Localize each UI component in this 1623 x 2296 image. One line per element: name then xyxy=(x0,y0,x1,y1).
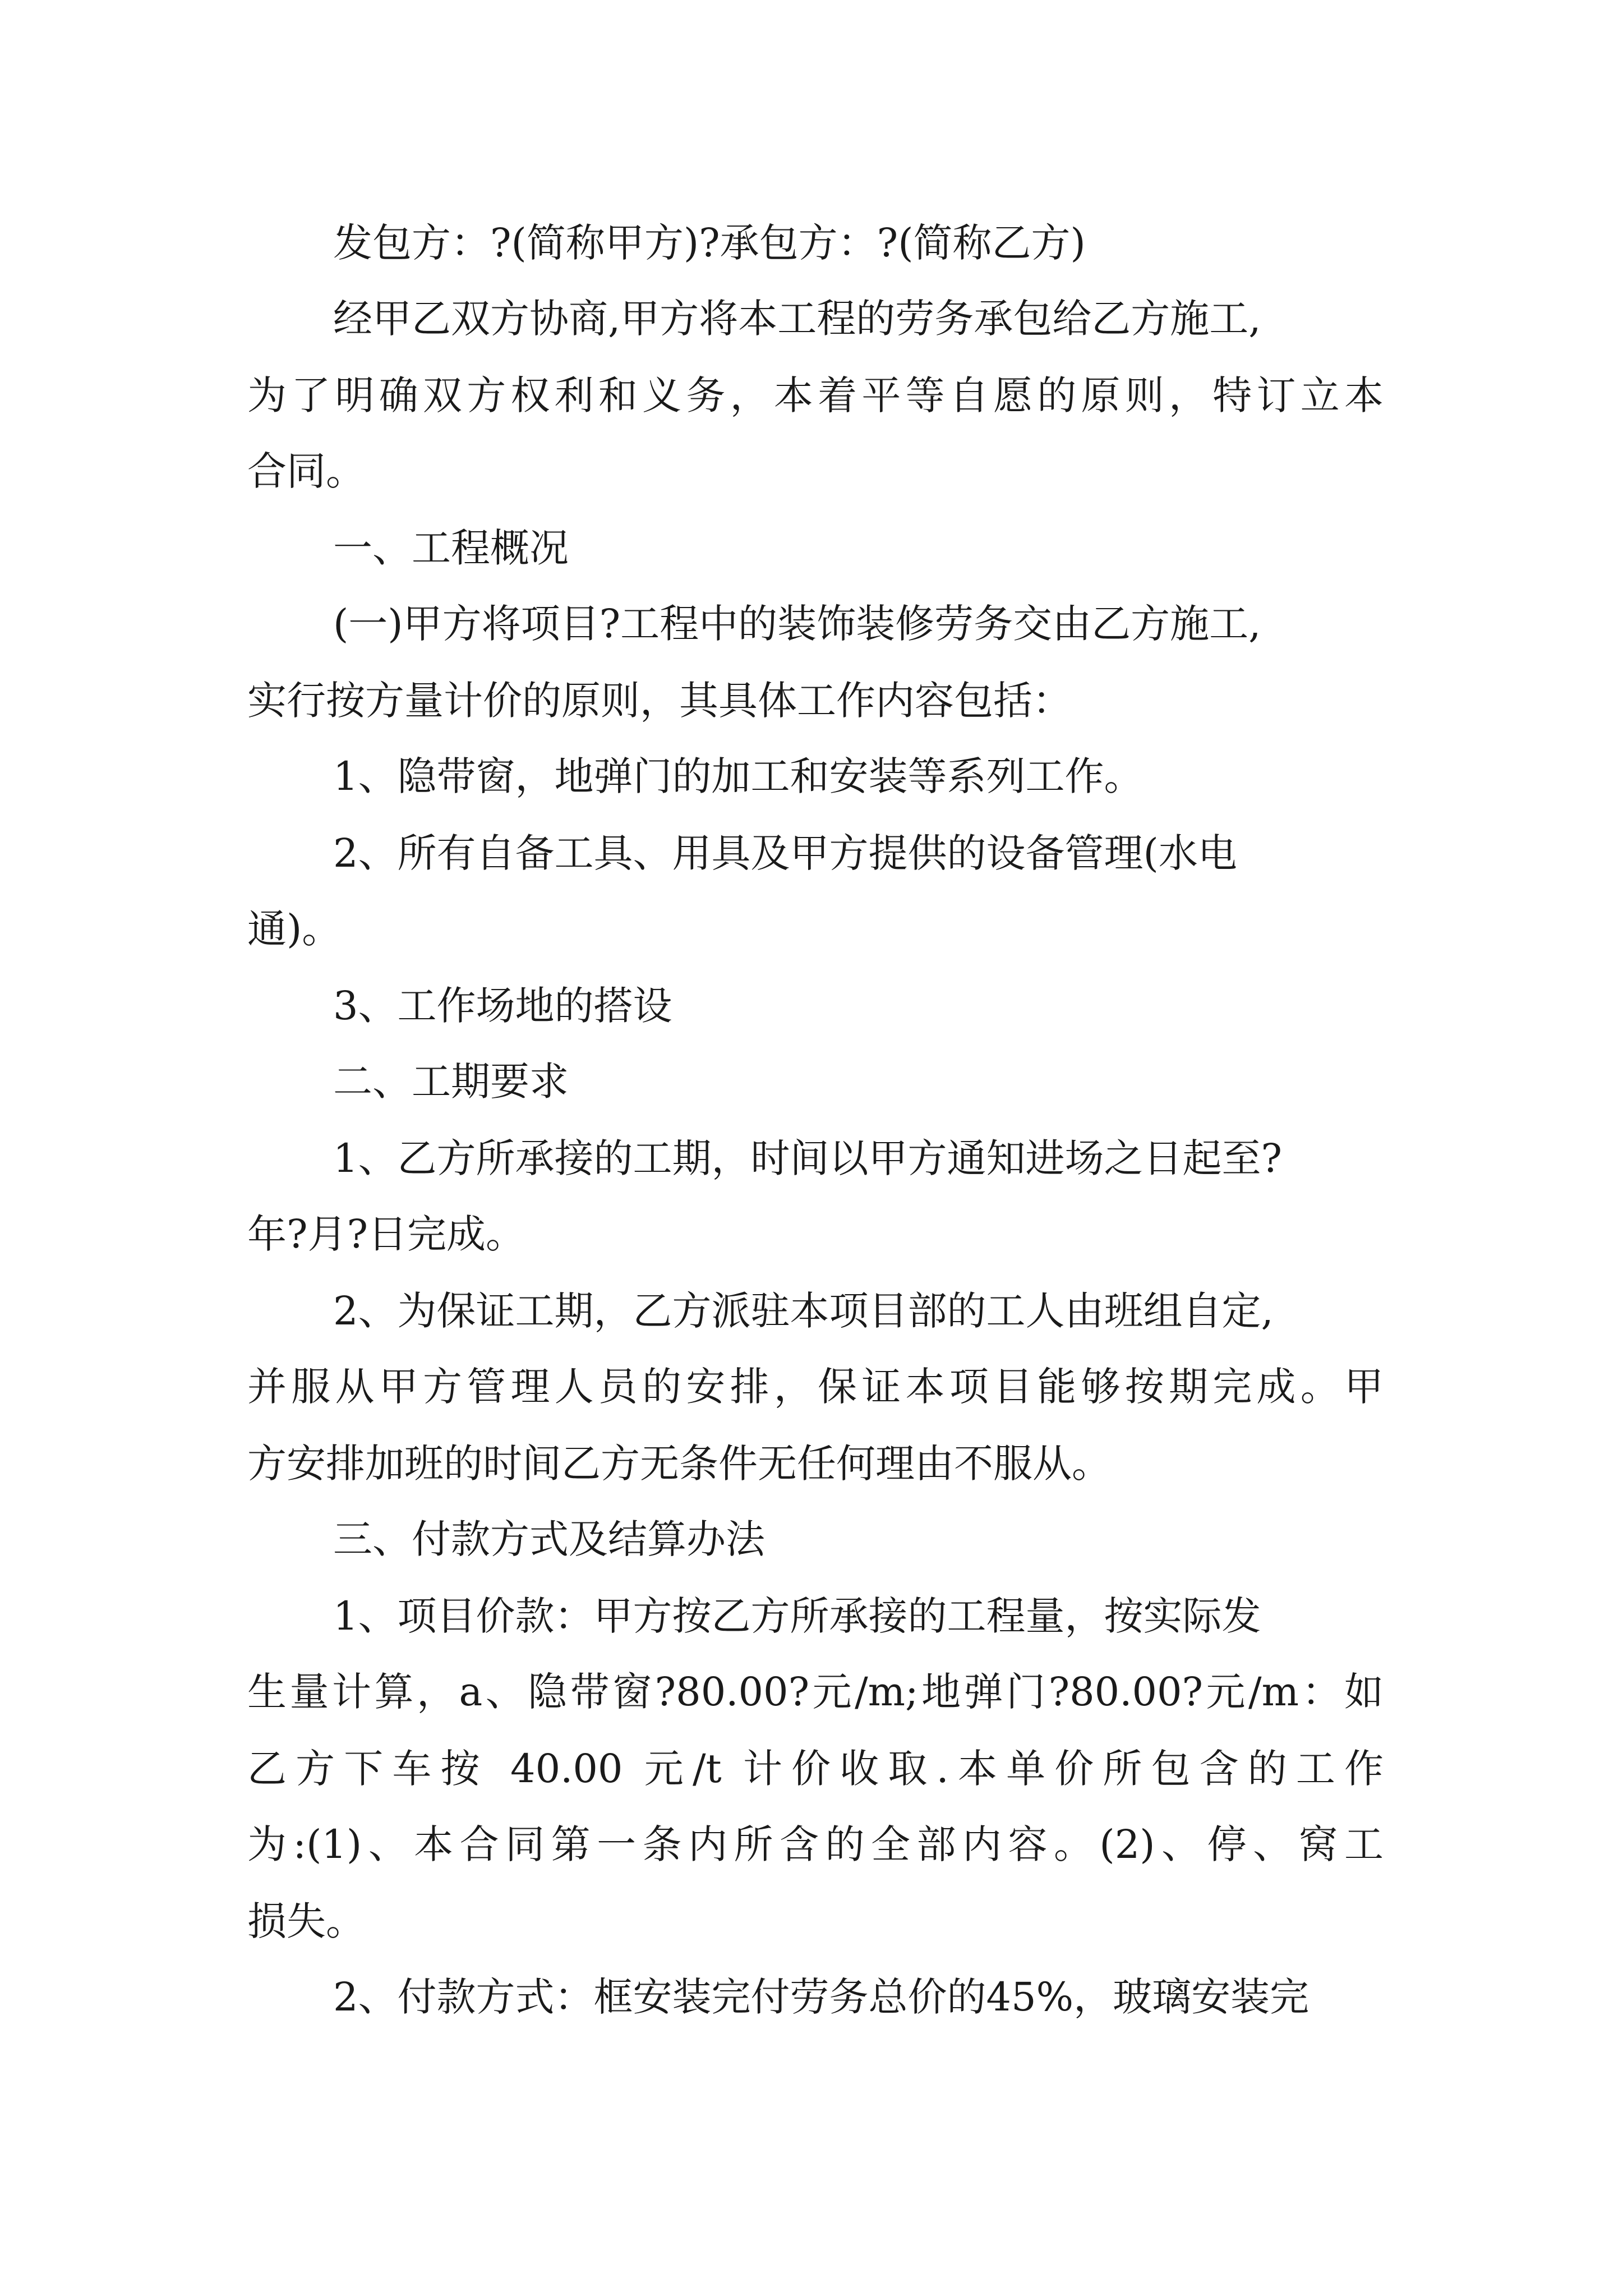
parties-line: 发包方：?(简称甲方)?承包方：?(简称乙方) xyxy=(333,220,1086,266)
list-item: 3、工作场地的搭设 xyxy=(333,983,672,1029)
paragraph-line: 为了明确双方权利和义务，本着平等自愿的原则，特订立本 xyxy=(247,372,1384,418)
list-item: 1、乙方所承接的工期，时间以甲方通知进场之日起至? xyxy=(333,1135,1283,1181)
paragraph-line: 实行按方量计价的原则，其具体工作内容包括： xyxy=(247,678,1072,724)
list-item: 1、隐带窗，地弹门的加工和安装等系列工作。 xyxy=(333,753,1144,799)
paragraph-line: 损失。 xyxy=(247,1898,365,1944)
paragraph-line: 乙方下车按 40.00 元/t 计价收取.本单价所包含的工作 xyxy=(247,1746,1384,1792)
list-item: 2、付款方式：框安装完付劳务总价的45%，玻璃安装完 xyxy=(333,1974,1310,2020)
paragraph-line: 经甲乙双方协商,甲方将本工程的劳务承包给乙方施工, xyxy=(333,296,1261,342)
paragraph-line: (一)甲方将项目?工程中的装饰装修劳务交由乙方施工, xyxy=(333,601,1261,647)
paragraph-line: 年?月?日完成。 xyxy=(247,1211,525,1257)
paragraph-line: 方安排加班的时间乙方无条件无任何理由不服从。 xyxy=(247,1441,1111,1487)
list-item: 2、为保证工期，乙方派驻本项目部的工人由班组自定, xyxy=(333,1288,1274,1334)
section-heading: 二、工期要求 xyxy=(333,1059,569,1105)
paragraph-line: 为:(1)、本合同第一条内所含的全部内容。(2)、停、窝工 xyxy=(247,1821,1384,1867)
section-heading: 三、付款方式及结算办法 xyxy=(333,1516,765,1562)
paragraph-line: 并服从甲方管理人员的安排，保证本项目能够按期完成。甲 xyxy=(247,1364,1384,1410)
list-item: 2、所有自备工具、用具及甲方提供的设备管理(水电 xyxy=(333,830,1237,876)
paragraph-line: 合同。 xyxy=(247,448,365,494)
section-heading: 一、工程概况 xyxy=(333,525,569,571)
paragraph-line: 生量计算，a、隐带窗?80.00?元/m;地弹门?80.00?元/m：如 xyxy=(247,1669,1384,1715)
list-item: 1、项目价款：甲方按乙方所承接的工程量，按实际发 xyxy=(333,1593,1261,1639)
paragraph-line: 通)。 xyxy=(247,906,342,952)
